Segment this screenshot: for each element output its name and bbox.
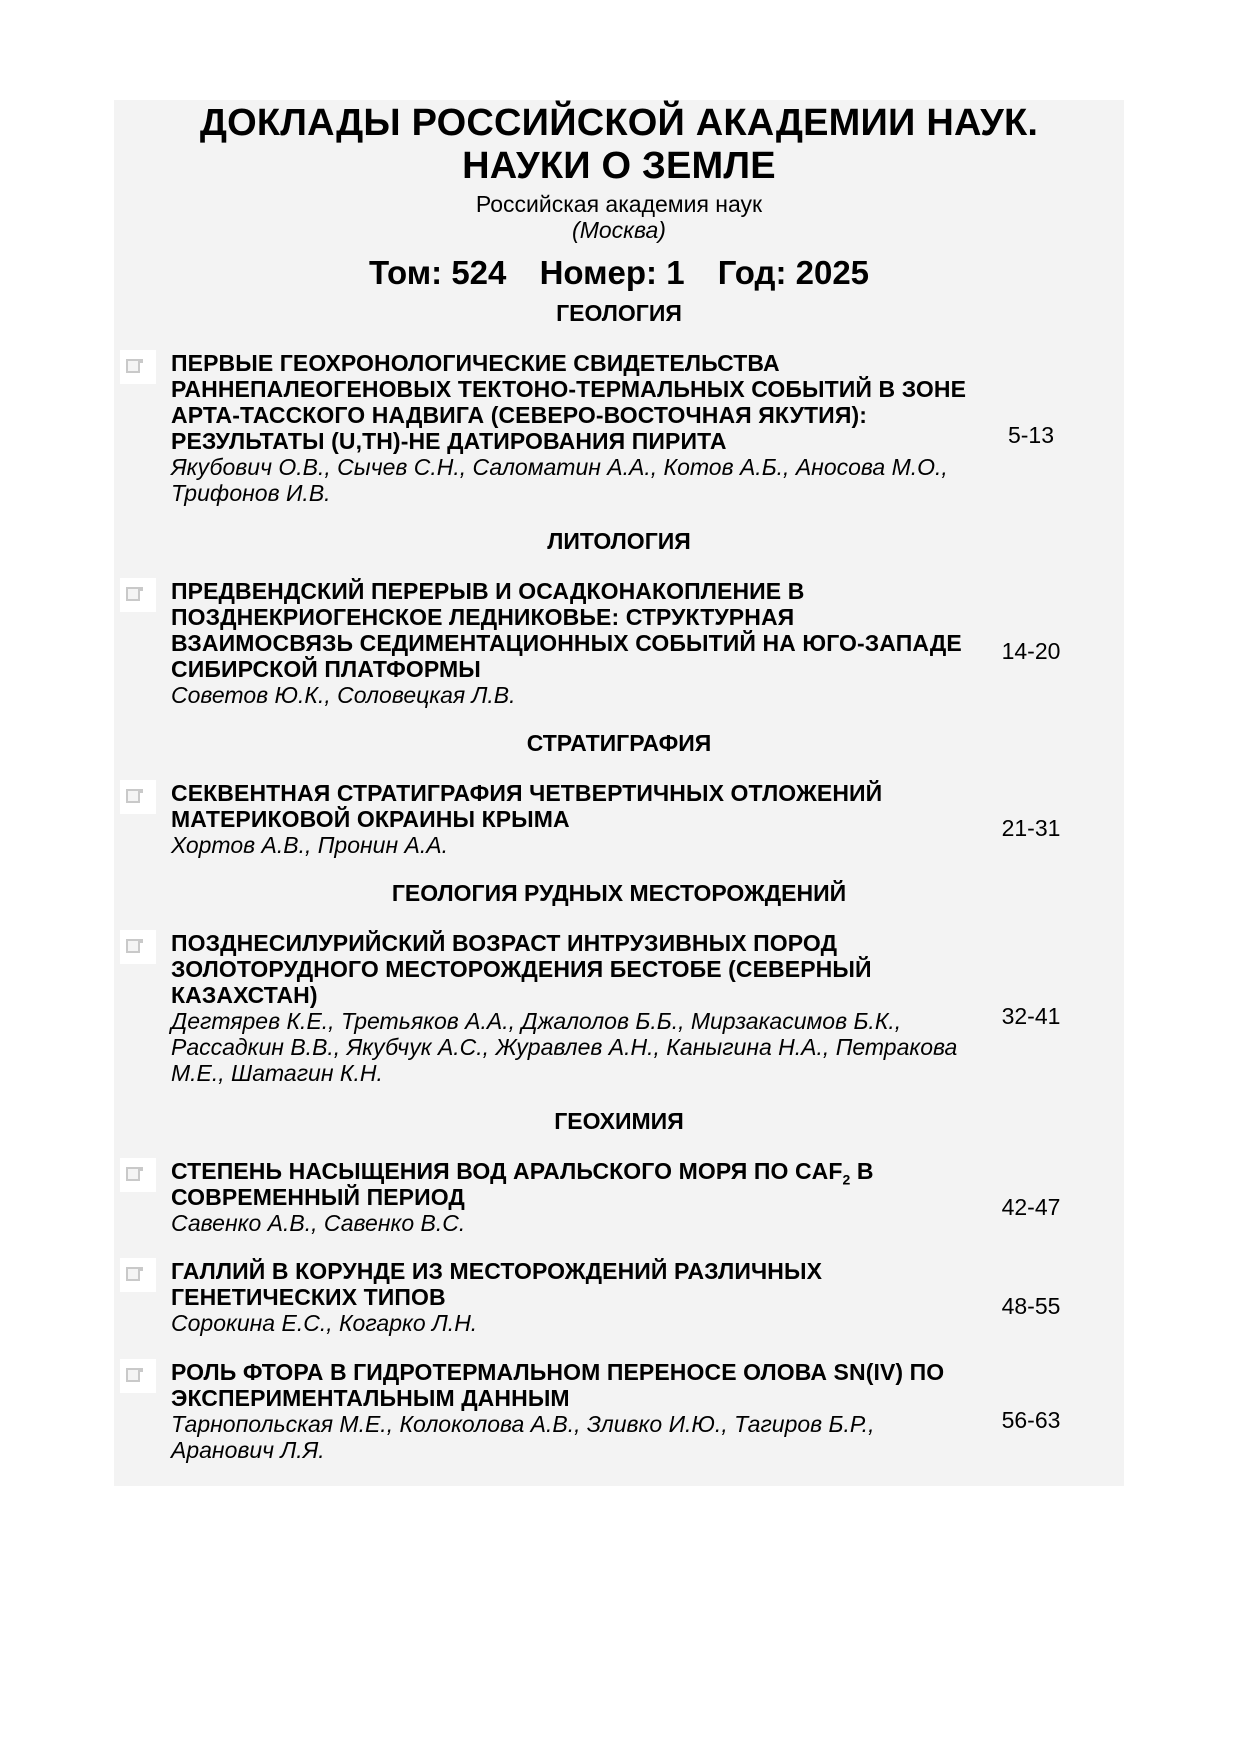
article-pages: 56-63 <box>1001 1407 1061 1433</box>
article-title[interactable]: СЕКВЕНТНАЯ СТРАТИГРАФИЯ ЧЕТВЕРТИЧНЫХ ОТЛОЖЕНИЙ МАТЕРИКОВОЙ ОКРАИНЫ КРЫМА <box>171 780 883 832</box>
article-title[interactable] <box>171 1158 971 1210</box>
article-checkbox[interactable] <box>120 1359 156 1393</box>
year: Год: 2025 <box>717 254 870 291</box>
article-checkbox[interactable] <box>120 350 156 384</box>
article-checkbox[interactable] <box>120 1258 156 1292</box>
checkbox-icon <box>126 939 140 953</box>
volume: Том: 524 <box>368 254 507 291</box>
article-pages: 21-31 <box>1001 815 1061 841</box>
article-checkbox[interactable] <box>120 578 156 612</box>
article-pages: 48-55 <box>1001 1293 1061 1319</box>
article-authors: Савенко А.В., Савенко В.С. <box>171 1210 466 1236</box>
article-title[interactable]: ПОЗДНЕСИЛУРИЙСКИЙ ВОЗРАСТ ИНТРУЗИВНЫХ ПОРОД ЗОЛОТОРУДНОГО МЕСТОРОЖДЕНИЯ БЕСТОБЕ (СЕВЕРНЫЙ КАЗАХСТАН) <box>171 930 872 1008</box>
issue-number: Номер: 1 <box>539 254 685 291</box>
article-authors: Тарнопольская М.Е., Колоколова А.В., Зливко И.Ю., Тагиров Б.Р., Аранович Л.Я. <box>171 1411 875 1463</box>
article-title-main: СТЕПЕНЬ НАСЫЩЕНИЯ ВОД АРАЛЬСКОГО МОРЯ ПО CAF <box>171 1158 843 1184</box>
journal-title-line2: НАУКИ О ЗЕМЛЕ <box>462 145 776 187</box>
article-title[interactable]: РОЛЬ ФТОРА В ГИДРОТЕРМАЛЬНОМ ПЕРЕНОСЕ ОЛОВА SN(IV) ПО ЭКСПЕРИМЕНТАЛЬНЫМ ДАННЫМ <box>171 1359 945 1411</box>
section-heading: СТРАТИГРАФИЯ <box>526 730 712 756</box>
section-heading: ГЕОЛОГИЯ РУДНЫХ МЕСТОРОЖДЕНИЙ <box>391 880 847 906</box>
article-pages: 5-13 <box>1007 422 1055 448</box>
section-heading: ГЕОХИМИЯ <box>554 1108 684 1134</box>
article-pages: 14-20 <box>1001 638 1061 664</box>
checkbox-icon <box>126 359 140 373</box>
section-heading: ГЕОЛОГИЯ <box>556 300 682 326</box>
article-pages: 42-47 <box>1001 1194 1061 1220</box>
journal-title <box>114 102 1124 188</box>
article-checkbox[interactable] <box>120 930 156 964</box>
section-heading: ЛИТОЛОГИЯ <box>547 528 691 554</box>
article-pages: 32-41 <box>1001 1003 1061 1029</box>
article-title[interactable]: ПРЕДВЕНДСКИЙ ПЕРЕРЫВ И ОСАДКОНАКОПЛЕНИЕ В ПОЗДНЕКРИОГЕНСКОЕ ЛЕДНИКОВЬЕ: СТРУКТУРНАЯ ВЗАИМОСВЯЗЬ СЕДИМЕНТАЦИОННЫХ СОБЫТИЙ НА ЮГО-ЗАПАДЕ СИБИРСКОЙ ПЛАТФОРМЫ <box>171 578 962 682</box>
article-title[interactable]: ПЕРВЫЕ ГЕОХРОНОЛОГИЧЕСКИЕ СВИДЕТЕЛЬСТВА РАННЕПАЛЕОГЕНОВЫХ ТЕКТОНО-ТЕРМАЛЬНЫХ СОБЫТИЙ В ЗОНЕ АРТА-ТАССКОГО НАДВИГА (СЕВЕРО-ВОСТОЧНАЯ ЯКУТИЯ): РЕЗУЛЬТАТЫ (U,TH)-НЕ ДАТИРОВАНИЯ ПИРИТА <box>171 350 967 454</box>
article-title-tail: В СОВРЕМЕННЫЙ ПЕРИОД <box>171 1158 874 1210</box>
journal-masthead <box>114 100 1124 293</box>
checkbox-icon <box>126 1267 140 1281</box>
publisher: Российская академия наук <box>475 191 763 217</box>
checkbox-icon <box>126 789 140 803</box>
article-authors: Сорокина Е.С., Когарко Л.Н. <box>171 1310 478 1336</box>
article-checkbox[interactable] <box>120 780 156 814</box>
article-title[interactable]: ГАЛЛИЙ В КОРУНДЕ ИЗ МЕСТОРОЖДЕНИЙ РАЗЛИЧНЫХ ГЕНЕТИЧЕСКИХ ТИПОВ <box>171 1258 823 1310</box>
issue-info <box>114 253 1124 293</box>
checkbox-icon <box>126 1368 140 1382</box>
article-authors: Советов Ю.К., Соловецкая Л.В. <box>171 682 516 708</box>
checkbox-icon <box>126 587 140 601</box>
article-authors: Дегтярев К.Е., Третьяков А.А., Джалолов Б.Б., Мирзакасимов Б.К., Рассадкин В.В., Якубчук А.С., Журавлев А.Н., Каныгина Н.А., Петракова М.Е., Шатагин К.Н. <box>171 1008 958 1086</box>
publisher-city: (Москва) <box>572 217 666 243</box>
table-of-contents-panel <box>114 100 1124 1486</box>
article-authors: Хортов А.В., Пронин А.А. <box>171 832 448 858</box>
formula-subscript: 2 <box>842 1171 851 1188</box>
journal-title-line1: ДОКЛАДЫ РОССИЙСКОЙ АКАДЕМИИ НАУК. <box>199 102 1039 144</box>
article-authors: Якубович О.В., Сычев С.Н., Саломатин А.А., Котов А.Б., Аносова М.О., Трифонов И.В. <box>171 454 948 506</box>
checkbox-icon <box>126 1167 140 1181</box>
article-checkbox[interactable] <box>120 1158 156 1192</box>
